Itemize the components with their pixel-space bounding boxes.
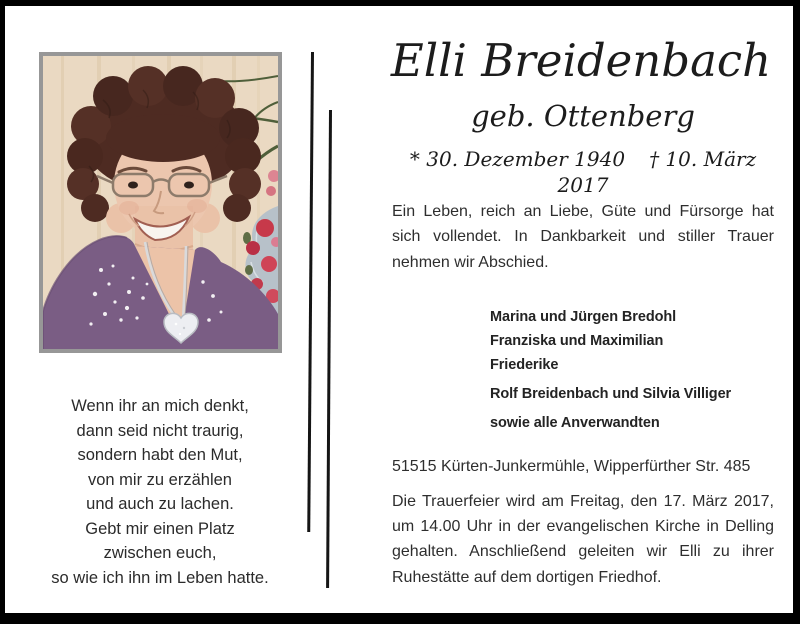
poem-line: sondern habt den Mut, <box>77 446 243 464</box>
mourner-line: sowie alle Anverwandten <box>490 415 660 431</box>
family-address: 51515 Kürten-Junkermühle, Wipperfürther Str. 485 <box>392 458 751 475</box>
page-border-right <box>793 0 800 624</box>
mourners-list <box>392 305 782 435</box>
poem-line: dann seid nicht traurig, <box>76 421 244 440</box>
portrait-illustration <box>43 56 278 349</box>
poem-line: so wie ich ihn im Leben hatte. <box>51 568 269 587</box>
mourner-line: Rolf Breidenbach und Silvia Villiger <box>490 386 732 402</box>
page-border-left <box>0 0 5 624</box>
birth-date: * 30. Dezember 1940 <box>409 147 626 171</box>
announcement-text: Ein Leben, reich an Liebe, Güte und Fürsorge hat sich vollendet. In Dankbarkeit und stiller Trauer nehmen wir Abschied. <box>392 203 774 271</box>
poem-line: Wenn ihr an mich denkt, <box>71 397 249 415</box>
deceased-name: Elli Breidenbach <box>390 34 772 87</box>
poem-line: und auch zu lachen. <box>86 495 234 513</box>
life-dates <box>392 146 774 198</box>
mourner-line: Franziska und Maximilian <box>490 333 664 349</box>
column-divider-line-left <box>307 52 314 532</box>
maiden-name: geb. Ottenberg <box>471 99 695 133</box>
page-border-top <box>0 0 800 6</box>
mourner-line: Marina und Jürgen Bredohl <box>490 309 677 325</box>
poem-line: zwischen euch, <box>103 544 217 562</box>
mourner-line: Friederike <box>490 357 559 373</box>
funeral-details: Die Trauerfeier wird am Freitag, den 17. März 2017, um 14.00 Uhr in der evangelischen Kirche in Delling gehalten. Anschließend geleiten wir Elli zu ihrer Ruhestätte auf dem dortigen Friedhof. <box>392 493 774 586</box>
portrait-photo <box>39 52 282 353</box>
poem-line: von mir zu erzählen <box>88 470 232 489</box>
page-border-bottom <box>0 613 800 624</box>
memorial-poem <box>30 394 290 590</box>
poem-line: Gebt mir einen Platz <box>85 519 235 538</box>
death-date: † 10. März 2017 <box>557 147 757 197</box>
column-divider-line-right <box>326 110 332 588</box>
